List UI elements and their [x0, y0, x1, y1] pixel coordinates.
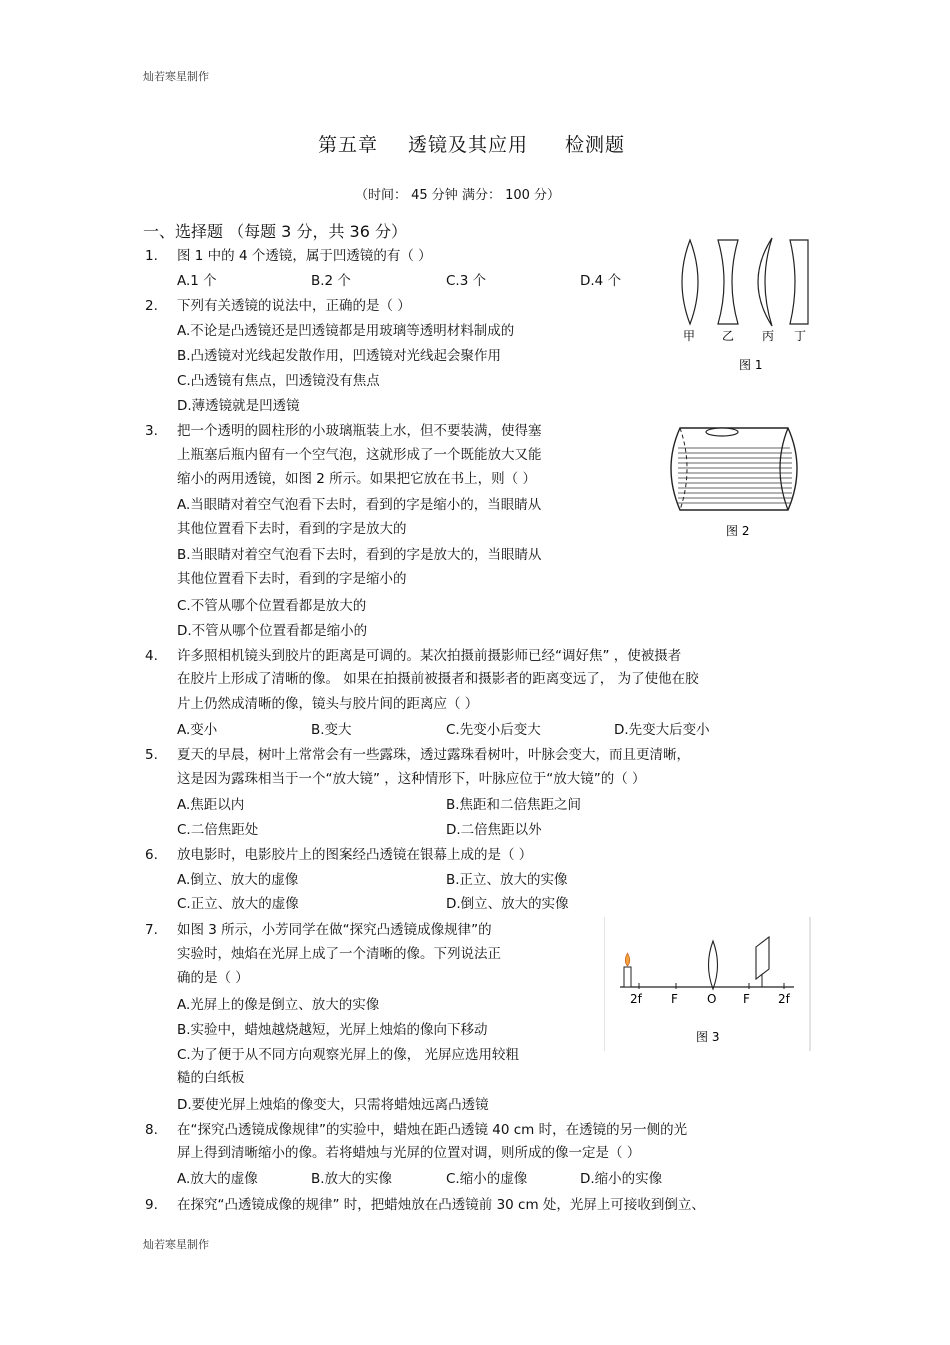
question-line: 这是因为露珠相当于一个“放大镜” ，这种情形下，叶脉应位于“放大镜”的（ ）: [177, 771, 646, 787]
question-line: 夏天的早晨，树叶上常常会有一些露珠，透过露珠看树叶，叶脉会变大，而且更清晰，: [177, 747, 690, 763]
question-number: 8.: [145, 1122, 158, 1138]
option-a: A.不论是凸透镜还是凹透镜都是用玻璃等透明材料制成的: [177, 323, 515, 339]
question-line: 缩小的两用透镜，如图 2 所示。如果把它放在书上，则（ ）: [177, 471, 536, 487]
question-number: 4.: [145, 648, 158, 664]
option-a: A.焦距以内: [177, 797, 245, 813]
question-line: 上瓶塞后瓶内留有一个空气泡，这就形成了一个既能放大又能: [177, 447, 542, 463]
question-stem: 图 1 中的 4 个透镜，属于凹透镜的有（ ）: [177, 248, 432, 264]
option-c-cont: 糙的白纸板: [177, 1070, 245, 1086]
option-b: B.变大: [311, 722, 352, 738]
option-b: B.焦距和二倍焦距之间: [446, 797, 582, 813]
option-d: D.4 个: [580, 273, 622, 289]
option-c: C.先变小后变大: [446, 722, 541, 738]
lens-biconvex-jia: [682, 240, 698, 324]
question-number: 7.: [145, 922, 158, 938]
option-d: D.缩小的实像: [580, 1171, 663, 1187]
option-c: C.为了便于从不同方向观察光屏上的像， 光屏应选用较粗: [177, 1047, 520, 1063]
option-d: D.要使光屏上烛焰的像变大，只需将蜡烛远离凸透镜: [177, 1097, 489, 1113]
option-a: A.倒立、放大的虚像: [177, 872, 299, 888]
question-line: 许多照相机镜头到胶片的距离是可调的。某次拍摄前摄影师已经“调好焦” ，使被摄者: [177, 648, 682, 664]
option-a: A.变小: [177, 722, 218, 738]
fig3-label-f-right: F: [743, 992, 750, 1006]
option-b: B.放大的实像: [311, 1171, 393, 1187]
fig2-caption: 图 2: [726, 524, 750, 538]
option-c: C.凸透镜有焦点，凹透镜没有焦点: [177, 373, 380, 389]
fig3-caption: 图 3: [696, 1030, 720, 1044]
question-line: 如图 3 所示，小芳同学在做“探究凸透镜成像规律”的: [177, 922, 492, 938]
question-number: 6.: [145, 847, 158, 863]
option-d: D.倒立、放大的实像: [446, 896, 569, 912]
fig1-label-ding: 丁: [794, 329, 807, 343]
question-number: 1.: [145, 248, 158, 264]
option-d: D.薄透镜就是凹透镜: [177, 398, 300, 414]
figure-2-bottle: [660, 422, 810, 544]
section-heading: 一、选择题 （每题 3 分，共 36 分）: [143, 222, 407, 241]
exam-info: （时间： 45 分钟 满分： 100 分）: [355, 188, 561, 203]
fig3-label-o: O: [707, 992, 717, 1006]
option-b: B.正立、放大的实像: [446, 872, 568, 888]
lens-meniscus-bing: [758, 238, 772, 326]
question-line: 片上仍然成清晰的像，镜头与胶片间的距离应（ ）: [177, 696, 479, 712]
fig1-caption: 图 1: [739, 358, 763, 372]
figure-3-optical-bench: [604, 917, 812, 1051]
option-b: B.实验中，蜡烛越烧越短，光屏上烛焰的像向下移动: [177, 1022, 488, 1038]
title-test: 检测题: [565, 134, 626, 156]
option-c: C.缩小的虚像: [446, 1171, 528, 1187]
option-a: A.1 个: [177, 273, 217, 289]
title-topic: 透镜及其应用: [408, 134, 529, 156]
lens-biconcave-yi: [718, 240, 738, 324]
figure-1-lenses: [672, 232, 822, 380]
fig1-label-yi: 乙: [722, 329, 735, 343]
option-b: B.凸透镜对光线起发散作用，凹透镜对光线起会聚作用: [177, 348, 502, 364]
option-d: D.不管从哪个位置看都是缩小的: [177, 623, 368, 639]
question-line: 把一个透明的圆柱形的小玻璃瓶装上水，但不要装满，使得塞: [177, 423, 542, 439]
lens-plano-convex-ding: [790, 240, 808, 324]
option-b: B.当眼睛对着空气泡看下去时，看到的字是放大的，当眼睛从: [177, 547, 542, 563]
fig3-label-f-left: F: [671, 992, 678, 1006]
option-a: A.光屏上的像是倒立、放大的实像: [177, 997, 380, 1013]
question-number: 9.: [145, 1197, 158, 1213]
air-bubble: [706, 428, 738, 436]
option-a: A.当眼睛对着空气泡看下去时，看到的字是缩小的，当眼睛从: [177, 497, 542, 513]
option-a-cont: 其他位置看下去时，看到的字是放大的: [177, 521, 407, 537]
option-b: B.2 个: [311, 273, 351, 289]
fig1-label-bing: 丙: [762, 329, 775, 343]
option-d: D.先变大后变小: [614, 722, 710, 738]
question-number: 2.: [145, 298, 158, 314]
question-line: 在探究“凸透镜成像的规律” 时，把蜡烛放在凸透镜前 30 cm 处，光屏上可接收到倒立、: [177, 1197, 705, 1213]
question-line: 在胶片上形成了清晰的像。 如果在拍摄前被摄者和摄影者的距离变远了， 为了使他在胶: [177, 671, 699, 687]
question-line: 确的是（ ）: [177, 970, 249, 986]
question-line: 实验时，烛焰在光屏上成了一个清晰的像。下列说法正: [177, 946, 501, 962]
question-stem: 下列有关透镜的说法中，正确的是（ ）: [177, 298, 411, 314]
question-stem: 放电影时，电影胶片上的图案经凸透镜在银幕上成的是（ ）: [177, 847, 533, 863]
page-footer: 灿若寒星制作: [143, 1238, 209, 1251]
fig3-label-2f-right: 2f: [778, 992, 790, 1006]
question-line: 在“探究凸透镜成像规律”的实验中，蜡烛在距凸透镜 40 cm 时，在透镜的另一侧的光: [177, 1122, 688, 1138]
question-number: 5.: [145, 747, 158, 763]
candle-flame: [625, 953, 630, 966]
candle: [624, 967, 631, 987]
light-screen: [756, 937, 769, 979]
option-c: C.正立、放大的虚像: [177, 896, 299, 912]
question-number: 3.: [145, 423, 158, 439]
option-d: D.二倍焦距以外: [446, 822, 542, 838]
option-a: A.放大的虚像: [177, 1171, 258, 1187]
option-b-cont: 其他位置看下去时，看到的字是缩小的: [177, 571, 407, 587]
page-header: 灿若寒星制作: [143, 70, 209, 83]
question-line: 屏上得到清晰缩小的像。若将蜡烛与光屏的位置对调，则所成的像一定是（ ）: [177, 1145, 641, 1161]
title-chapter: 第五章: [318, 134, 379, 156]
fig1-label-jia: 甲: [683, 329, 696, 343]
option-c: C.不管从哪个位置看都是放大的: [177, 598, 367, 614]
option-c: C.二倍焦距处: [177, 822, 259, 838]
fig3-label-2f-left: 2f: [630, 992, 642, 1006]
convex-lens: [709, 941, 718, 989]
option-c: C.3 个: [446, 273, 487, 289]
